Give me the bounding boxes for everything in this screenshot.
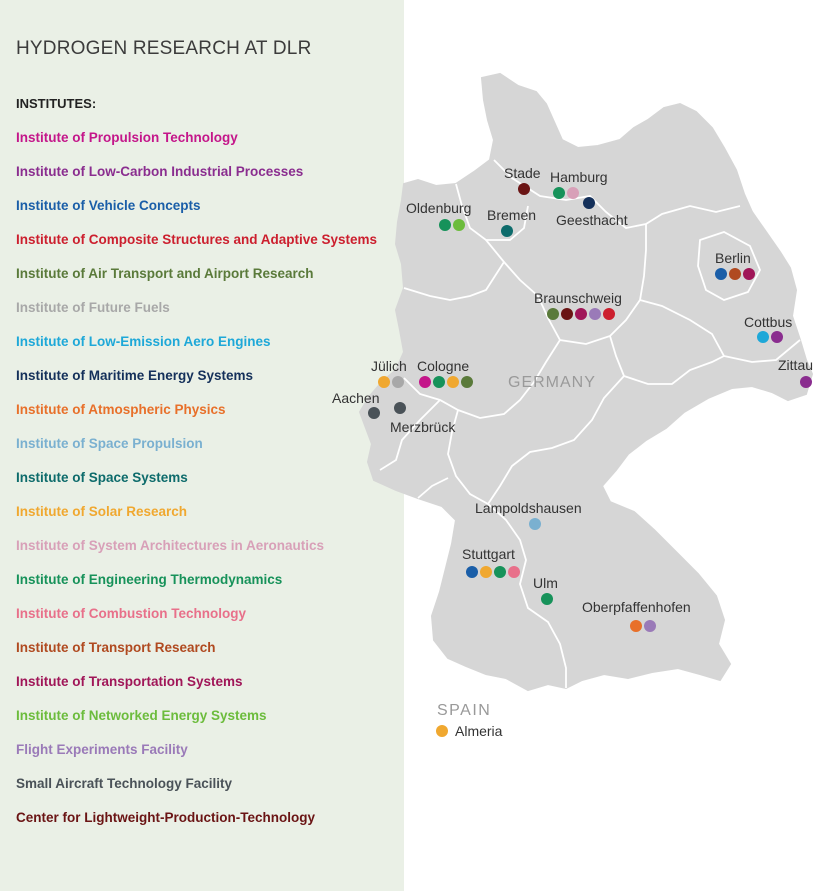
institute-dot <box>757 331 769 343</box>
city-label: Zittau <box>778 357 814 373</box>
institute-item: Institute of Engineering Thermodynamics <box>16 572 283 587</box>
institute-item: Institute of Networked Energy Systems <box>16 708 267 723</box>
country-label-germany: GERMANY <box>508 374 596 391</box>
institute-item: Institute of Maritime Energy Systems <box>16 368 254 383</box>
institute-dot <box>547 308 559 320</box>
institute-dot <box>433 376 445 388</box>
institute-item: Institute of Air Transport and Airport Research <box>16 266 314 281</box>
institute-dot <box>715 268 727 280</box>
city-label: Ulm <box>533 575 558 591</box>
institute-item: Institute of Low-Emission Aero Engines <box>16 334 271 349</box>
institute-dot <box>439 219 451 231</box>
institute-dot <box>644 620 656 632</box>
institute-item: Institute of Solar Research <box>16 504 188 519</box>
city-label: Lampoldshausen <box>475 500 582 516</box>
institute-dot <box>378 376 390 388</box>
institute-dot <box>800 376 812 388</box>
institute-item: Institute of Space Propulsion <box>16 436 203 451</box>
institute-dot <box>575 308 587 320</box>
institute-dot <box>567 187 579 199</box>
institute-dot <box>394 402 406 414</box>
institute-dot <box>419 376 431 388</box>
institute-item: Center for Lightweight-Production-Technology <box>16 810 315 825</box>
institute-item: Institute of Transport Research <box>16 640 216 655</box>
institute-dot <box>518 183 530 195</box>
institute-dot <box>589 308 601 320</box>
institute-dot <box>529 518 541 530</box>
institute-item: Flight Experiments Facility <box>16 742 188 757</box>
institute-dot <box>453 219 465 231</box>
institute-dot <box>729 268 741 280</box>
institute-item: Institute of Transportation Systems <box>16 674 243 689</box>
institute-item: Institute of Composite Structures and Adaptive Systems <box>16 232 378 247</box>
city-marker <box>371 358 407 388</box>
institute-dot <box>368 407 380 419</box>
city-label: Oldenburg <box>406 200 472 216</box>
city-label: Cottbus <box>744 314 793 330</box>
institute-dot <box>466 566 478 578</box>
city-label: Bremen <box>487 207 537 223</box>
institute-dot <box>771 331 783 343</box>
city-label: Stuttgart <box>462 546 515 562</box>
city-marker <box>332 390 380 419</box>
institute-item: Institute of Combustion Technology <box>16 606 246 621</box>
institute-dot <box>436 725 448 737</box>
institute-dot <box>392 376 404 388</box>
city-label: Merzbrück <box>390 419 456 435</box>
institutes-heading: INSTITUTES: <box>16 96 97 111</box>
city-label: Hamburg <box>550 169 608 185</box>
institute-item: Small Aircraft Technology Facility <box>16 776 233 791</box>
institute-item: Institute of Atmospheric Physics <box>16 402 226 417</box>
institute-dot <box>603 308 615 320</box>
city-label: Cologne <box>417 358 470 374</box>
institute-dot <box>480 566 492 578</box>
institute-item: Institute of Future Fuels <box>16 300 170 315</box>
city-label: Oberpfaffenhofen <box>582 599 691 615</box>
institute-dot <box>583 197 595 209</box>
page-title: HYDROGEN RESEARCH AT DLR <box>16 38 312 59</box>
institute-item: Institute of Space Systems <box>16 470 188 485</box>
institute-dot <box>447 376 459 388</box>
city-marker <box>436 723 503 739</box>
institute-dot <box>561 308 573 320</box>
city-marker <box>534 290 622 320</box>
country-label-spain: SPAIN <box>437 702 492 719</box>
city-label: Stade <box>504 165 541 181</box>
institute-dot <box>494 566 506 578</box>
institute-item: Institute of Low-Carbon Industrial Processes <box>16 164 304 179</box>
institute-dot <box>461 376 473 388</box>
institute-dot <box>541 593 553 605</box>
institute-dot <box>743 268 755 280</box>
institute-dot <box>501 225 513 237</box>
city-label: Berlin <box>715 250 751 266</box>
institute-item: Institute of Vehicle Concepts <box>16 198 201 213</box>
institute-dot <box>508 566 520 578</box>
city-label: Aachen <box>332 390 380 406</box>
city-marker <box>715 250 755 280</box>
city-label: Geesthacht <box>556 212 628 228</box>
institute-item: Institute of System Architectures in Aeronautics <box>16 538 325 553</box>
city-label: Braunschweig <box>534 290 622 306</box>
institute-dot <box>630 620 642 632</box>
city-label: Jülich <box>371 358 407 374</box>
city-label: Almeria <box>455 723 503 739</box>
institute-item: Institute of Propulsion Technology <box>16 130 238 145</box>
institute-dot <box>553 187 565 199</box>
